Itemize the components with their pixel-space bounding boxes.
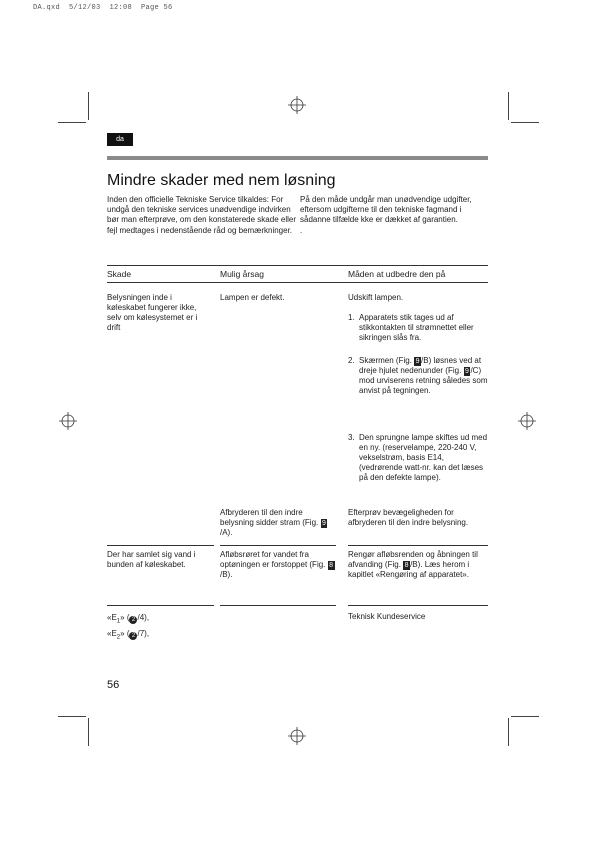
print-slug: DA.qxd 5/12/03 12:08 Page 56 bbox=[33, 4, 173, 12]
row1-remedy-intro: Udskift lampen. bbox=[348, 293, 404, 302]
step-text-part: /C) mod urviserens retning således som anvist på tegningen. bbox=[359, 366, 488, 395]
step-text-part: /B) løsnes ved at dreje hjulet nedenunder (Fig. bbox=[359, 356, 482, 375]
step-text bbox=[348, 356, 488, 396]
remedy-text-part: Rengør afløbsrenden og åbningen til afvanding (Fig. bbox=[348, 550, 478, 569]
crop-mark bbox=[508, 718, 509, 746]
row-separator bbox=[107, 545, 214, 546]
code-part: /4), bbox=[137, 613, 150, 622]
crop-mark bbox=[58, 716, 86, 717]
row2-cause bbox=[220, 550, 338, 580]
code-part: » ( bbox=[120, 613, 130, 622]
header-cause: Mulig årsag bbox=[220, 269, 264, 279]
language-badge: da bbox=[107, 133, 133, 146]
crop-mark bbox=[58, 122, 86, 123]
intro-right-text: På den måde undgår man unødvendige udgifter, eftersom udgifterne til den tekniske fagmand i sådanne tilfælde kke er dækket af garantien. bbox=[300, 195, 472, 225]
code-part: «E bbox=[107, 613, 117, 622]
row-separator bbox=[348, 545, 488, 546]
registration-mark-icon bbox=[288, 727, 306, 745]
intro-right-trailing: . bbox=[300, 225, 303, 235]
header-damage: Skade bbox=[107, 269, 132, 279]
code-subscript: 2 bbox=[116, 634, 121, 641]
table-top-rule bbox=[107, 265, 488, 266]
figure-ref-badge: 9 bbox=[322, 520, 326, 527]
figure-ref-badge: 8 bbox=[329, 562, 334, 569]
step-text: Den sprungne lampe skiftes ud med en ny. (reservelampe, 220-240 V, vekselstrøm, basis E14, (vedrørende watt-nr. kan det læses på den defekte lampe). bbox=[359, 433, 488, 482]
registration-mark-icon bbox=[288, 96, 306, 114]
row1-cause-b bbox=[220, 508, 338, 538]
row-separator bbox=[220, 605, 336, 606]
header-remedy: Måden at udbedre den på bbox=[348, 269, 446, 279]
page-title: Mindre skader med nem løsning bbox=[107, 172, 336, 189]
figure-ref-badge: 9 bbox=[465, 368, 469, 375]
circled-number-icon: 2 bbox=[129, 616, 137, 624]
figure-ref-badge: 8 bbox=[404, 562, 409, 569]
error-code-e2 bbox=[107, 628, 212, 644]
code-part: «E bbox=[107, 628, 117, 638]
header-bar bbox=[107, 156, 488, 160]
cause-text-part: Afbryderen til den indre belysning sidder stram (Fig. bbox=[220, 508, 319, 527]
circled-number-icon: 2 bbox=[129, 632, 137, 640]
intro-right-paragraph bbox=[300, 195, 488, 236]
row-separator bbox=[220, 545, 336, 546]
row-separator bbox=[348, 605, 488, 606]
code-part: /7), bbox=[137, 628, 150, 638]
step-number: 3. bbox=[348, 433, 355, 442]
page-number: 56 bbox=[107, 679, 120, 691]
step-number: 2. bbox=[348, 356, 355, 365]
table-header-rule bbox=[107, 282, 488, 283]
cause-text-part: /B). bbox=[220, 570, 233, 579]
remedy-text-part: /B). Læs herom i kapitlet «Rengøring af apparatet». bbox=[348, 560, 470, 579]
crop-mark bbox=[88, 92, 89, 120]
registration-mark-icon bbox=[518, 412, 536, 430]
row1-remedy-b: Efterprøv bevægeligheden for afbryderen til den indre belysning. bbox=[348, 508, 469, 527]
row-separator bbox=[107, 605, 214, 606]
row2-remedy bbox=[348, 550, 488, 580]
code-part: » ( bbox=[120, 628, 130, 638]
row3-error-codes bbox=[107, 612, 212, 643]
cause-text-part: Afløbsrøret for vandet fra optøningen er forstoppet (Fig. bbox=[220, 550, 326, 569]
cause-text-part: /A). bbox=[220, 528, 233, 537]
error-code-e1 bbox=[107, 612, 212, 628]
crop-mark bbox=[511, 122, 539, 123]
step-number: 1. bbox=[348, 313, 355, 322]
row3-remedy: Teknisk Kundeservice bbox=[348, 612, 426, 621]
remedy-step-2 bbox=[348, 356, 488, 396]
registration-mark-icon bbox=[59, 412, 77, 430]
crop-mark bbox=[508, 92, 509, 120]
row1-damage: Belysningen inde i køleskabet fungerer ikke, selv om kølesystemet er i drift bbox=[107, 293, 198, 332]
remedy-step-3 bbox=[348, 433, 488, 483]
row1-cause-a: Lampen er defekt. bbox=[220, 293, 285, 302]
crop-mark bbox=[88, 718, 89, 746]
intro-left-paragraph: Inden den officielle Tekniske Service tilkaldes: For undgå den tekniske services unødvendige indvirken bør man efterprøve, om den konstaterede skade eller fejl medtages i nedenstående råd og bemærkninger. bbox=[107, 195, 296, 235]
remedy-step-1 bbox=[348, 313, 488, 343]
step-text: Apparatets stik tages ud af stikkontakten til strømnettet eller sikringen slås fra. bbox=[359, 313, 474, 342]
figure-ref-badge: 9 bbox=[415, 358, 420, 365]
step-text-part: Skærmen (Fig. bbox=[359, 356, 412, 365]
code-subscript: 1 bbox=[116, 618, 121, 625]
row2-damage: Der har samlet sig vand i bunden af køleskabet. bbox=[107, 550, 196, 569]
crop-mark bbox=[511, 716, 539, 717]
